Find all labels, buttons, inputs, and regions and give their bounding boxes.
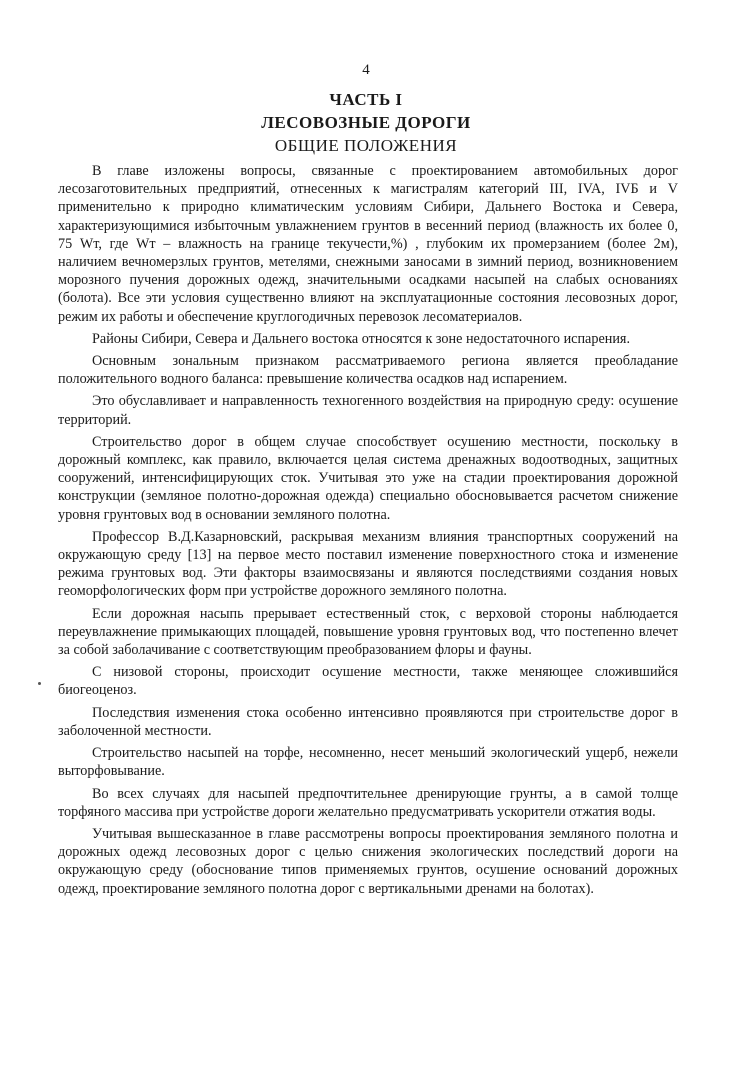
paragraph: Последствия изменения стока особенно интенсивно проявляются при строительстве дорог в заболоченной местности. bbox=[58, 704, 678, 739]
paragraph: Это обуславливает и направленность техногенного воздействия на природную среду: осушение территорий. bbox=[58, 393, 678, 428]
chapter-title: ЛЕСОВОЗНЫЕ ДОРОГИ bbox=[261, 113, 471, 132]
paragraph: Профессор В.Д.Казарновский, раскрывая механизм влияния транспортных сооружений на окружающую среду [13] на первое место поставил изменение поверхностного стока и изменение режима грунтовых вод. Эти факторы взаимосвязаны и являются последствиями создания новых геоморфологических форм при устройстве дорожного земляного полотна. bbox=[58, 528, 678, 600]
paragraph: Основным зональным признаком рассматриваемого региона является преобладание положительного водного баланса: превышение количества осадков над испарением. bbox=[58, 353, 678, 388]
paragraph: С низовой стороны, происходит осушение местности, также меняющее сложившийся биогеоценоз. bbox=[58, 664, 678, 699]
section-subtitle: ОБЩИЕ ПОЛОЖЕНИЯ bbox=[274, 136, 458, 155]
body-text bbox=[58, 162, 678, 902]
part-heading: ЧАСТЬ I bbox=[329, 90, 403, 109]
page-number: 4 bbox=[362, 62, 370, 78]
paragraph: Во всех случаях для насыпей предпочтительнее дренирующие грунты, а в самой толще торфяного массива при устройстве дороги желательно предусматривать ускорители отжатия воды. bbox=[58, 785, 678, 820]
scan-speck bbox=[38, 682, 41, 685]
paragraph: Строительство дорог в общем случае способствует осушению местности, поскольку в дорожный комплекс, как правило, включается целая система дренажных водоотводных, защитных сооружений, интенсифицирующих сток. Учитывая это уже на стадии проектирования дорожной конструкции (земляное полотно-дорожная одежда) специально обосновывается расчетом снижение уровня грунтовых вод в основании земляного полотна. bbox=[58, 433, 678, 523]
paragraph: Районы Сибири, Севера и Дальнего востока относятся к зоне недостаточного испарения. bbox=[92, 330, 631, 347]
paragraph: В главе изложены вопросы, связанные с проектированием автомобильных дорог лесозаготовительных предприятий, отнесенных к магистралям категорий III, IVA, IVБ и V применительно к природно климатическим условиям Сибири, Дальнего Востока и Севера, характеризующимися избыточным увлажнением грунтов в весенний период (влажность их более 0, 75 Wт, где Wт – влажность на границе текучести,%) , глубоким их промерзанием (более 2м), наличием вечномерзлых грунтов, метелями, снежными заносами в зимний период, возникновением морозного пучения дорожных одежд, значительными осадками насыпей на слабых основаниях (болота). Все эти условия существенно влияют на эксплуатационные состояния лесовозных дорог, режим их работы и обеспечение круглогодичных перевозок лесоматериалов. bbox=[58, 163, 678, 325]
paragraph: Строительство насыпей на торфе, несомненно, несет меньший экологический ущерб, нежели выторфовывание. bbox=[58, 745, 678, 780]
paragraph: Учитывая вышесказанное в главе рассмотрены вопросы проектирования земляного полотна и дорожных одежд лесовозных дорог с целью снижения экологических последствий дороги на окружающую среду (обоснование типов применяемых грунтов, осушение оснований дорожных одежд, проектирование земляного полотна дорог с вертикальными дренами на болотах). bbox=[58, 825, 678, 897]
paragraph: Если дорожная насыпь прерывает естественный сток, с верховой стороны наблюдается переувлажнение примыкающих площадей, повышение уровня грунтовых вод, что постепенно влечет за собой заболачивание с соответствующим преобразованием флоры и фауны. bbox=[58, 605, 678, 659]
